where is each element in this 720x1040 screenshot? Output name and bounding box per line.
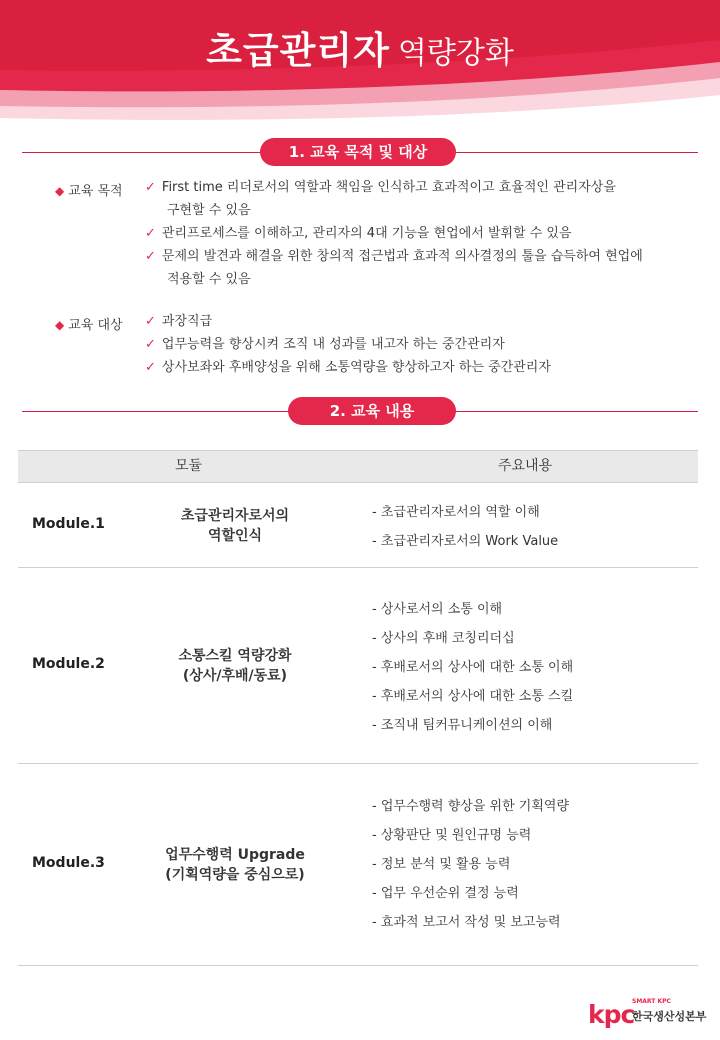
- kpc-logo: [588, 998, 718, 1030]
- row-divider: [18, 567, 698, 568]
- purpose-item: ✓ 관리프로세스를 이해하고, 관리자의 4대 기능을 현업에서 발휘할 수 있음: [145, 226, 572, 241]
- kpc-logo-small-text: SMART KPC: [632, 998, 671, 1005]
- column-header-content: 주요내용: [498, 458, 553, 474]
- module-contents: [372, 498, 558, 556]
- target-item: ✓ 업무능력을 향상시켜 조직 내 성과를 내고자 하는 중간관리자: [145, 337, 505, 352]
- checkmark-icon: ✓: [145, 360, 156, 375]
- row-divider: [18, 965, 698, 966]
- table-header: [18, 450, 698, 483]
- diamond-bullet-icon: ◆: [55, 318, 65, 332]
- column-header-module: 모듈: [175, 458, 203, 474]
- purpose-label-text: 교육 목적: [68, 184, 123, 199]
- section2-divider: [0, 397, 720, 427]
- purpose-item: ✓ 문제의 발견과 해결을 위한 창의적 접근법과 효과적 의사결정의 툴을 습득하여 현업에 적용할 수 있음: [145, 249, 643, 287]
- module-name: Module.1: [32, 516, 105, 532]
- target-label-text: 교육 대상: [68, 318, 123, 333]
- content-item: - 효과적 보고서 작성 및 보고능력: [372, 915, 561, 930]
- target-label: [55, 314, 123, 333]
- target-item: ✓ 과장직급: [145, 314, 213, 329]
- kpc-logo-mark: kpc: [588, 1000, 635, 1029]
- purpose-item: ✓ First time 리더로서의 역할과 책임을 인식하고 효과적이고 효율적인 관리자상을 구현할 수 있음: [145, 180, 616, 218]
- module-name: Module.2: [32, 656, 105, 672]
- page-title: [0, 20, 720, 74]
- purpose-label: [55, 180, 123, 199]
- content-item: - 후배로서의 상사에 대한 소통 이해: [372, 660, 574, 675]
- content-item: - 초급관리자로서의 역할 이해: [372, 505, 540, 520]
- checkmark-icon: ✓: [145, 314, 156, 329]
- content-item: - 상사의 후배 코칭리더십: [372, 631, 515, 646]
- content-item: - 초급관리자로서의 Work Value: [372, 534, 559, 549]
- checkmark-icon: ✓: [145, 249, 156, 264]
- module-title: 초급관리자로서의 역할인식: [180, 508, 290, 544]
- checkmark-icon: ✓: [145, 226, 156, 241]
- header-banner: [0, 0, 720, 130]
- checkmark-icon: ✓: [145, 180, 156, 195]
- page-title-sub: 역량강화: [397, 36, 514, 71]
- diamond-bullet-icon: ◆: [55, 184, 65, 198]
- section1-divider: [0, 138, 720, 168]
- target-item: ✓ 상사보좌와 후배양성을 위해 소통역량을 향상하고자 하는 중간관리자: [145, 360, 551, 375]
- section2-title: 2. 교육 내용: [288, 397, 456, 425]
- content-item: - 후배로서의 상사에 대한 소통 스킬: [372, 689, 574, 704]
- row-divider: [18, 763, 698, 764]
- module-contents: [372, 792, 569, 937]
- module-contents: [372, 595, 573, 740]
- content-item: - 상황판단 및 원인규명 능력: [372, 828, 532, 843]
- section1-title: 1. 교육 목적 및 대상: [260, 138, 456, 166]
- module-title: 소통스킬 역량강화 (상사/후배/동료): [178, 648, 292, 684]
- content-item: - 업무 우선순위 결정 능력: [372, 886, 519, 901]
- content-item: - 업무수행력 향상을 위한 기획역량: [372, 799, 570, 814]
- page-title-main: 초급관리자: [206, 29, 390, 72]
- checkmark-icon: ✓: [145, 337, 156, 352]
- content-item: - 조직내 팀커뮤니케이션의 이해: [372, 718, 553, 733]
- content-item: - 정보 분석 및 활용 능력: [372, 857, 511, 872]
- module-title: 업무수행력 Upgrade (기획역량을 중심으로): [165, 847, 305, 883]
- content-item: - 상사로서의 소통 이해: [372, 602, 503, 617]
- module-name: Module.3: [32, 855, 105, 871]
- kpc-org-name: 한국생산성본부: [632, 1010, 707, 1023]
